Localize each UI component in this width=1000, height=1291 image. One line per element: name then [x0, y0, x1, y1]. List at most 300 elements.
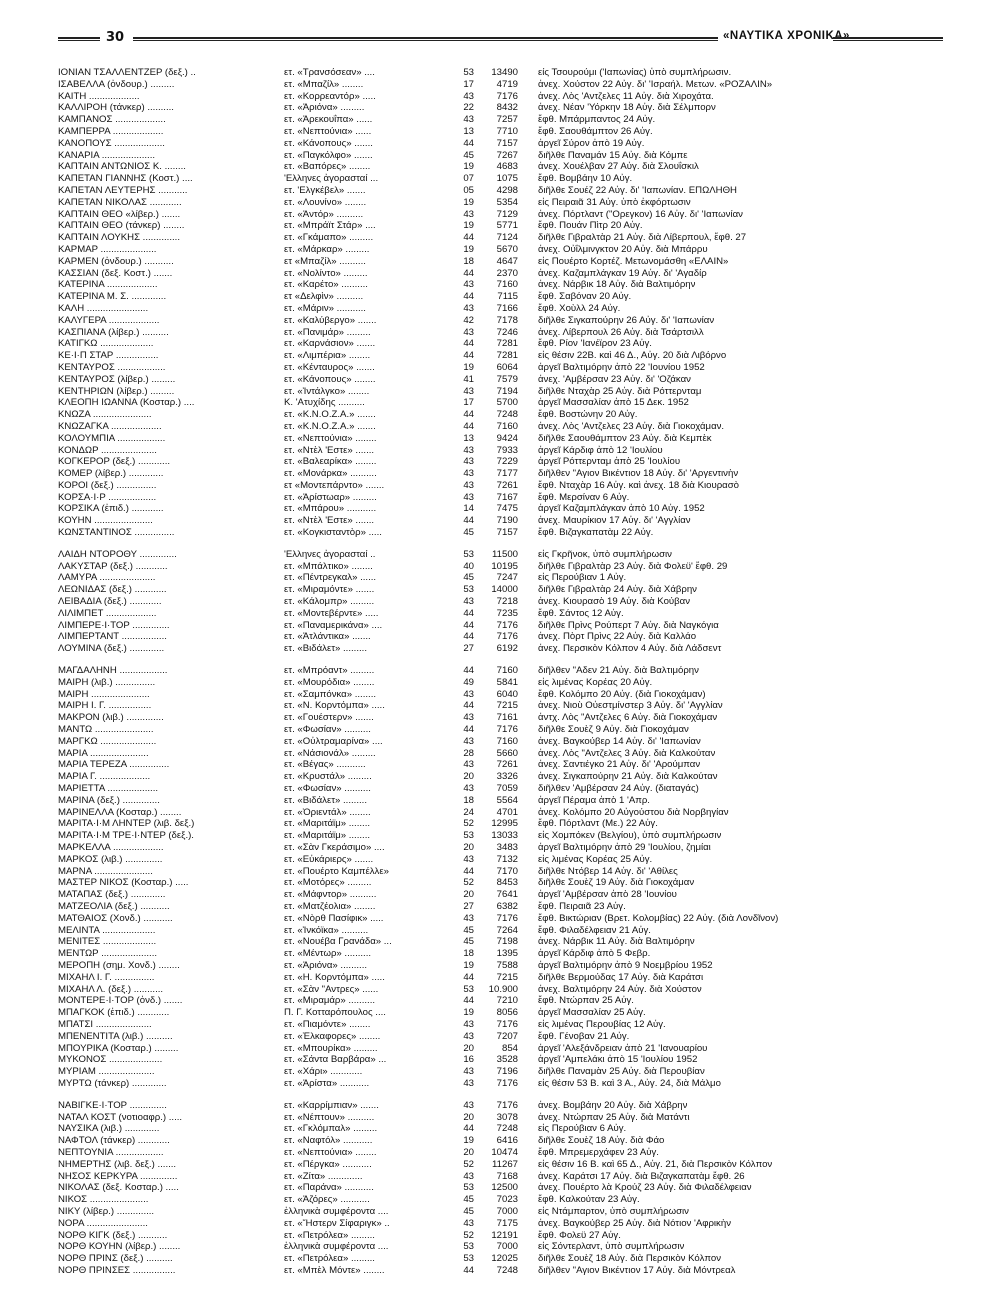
tonnage: 7710: [496, 125, 518, 137]
owner: 'Ελληνες ἀγορασταί ...: [284, 173, 379, 185]
tonnage: 7267: [496, 149, 518, 161]
tonnage: 7129: [496, 208, 518, 220]
table-row: [58, 807, 938, 819]
owner: ἑλληνικὰ συμφέροντα ....: [284, 1241, 389, 1253]
tonnage: 4683: [496, 161, 518, 173]
owner: ετ. «Οὐλτραμαρίνα» ....: [284, 735, 383, 747]
owner: ετ. «Βαλεαρίκα» ........: [284, 456, 377, 468]
owner: ετ. «Σὰν "Αντρες» ......: [284, 983, 379, 995]
position-status: ἀργεῖ Μασσαλίαν 25 Αὐγ.: [538, 1007, 646, 1019]
table-row: [58, 527, 938, 539]
position-status: διῆλθε Βερμούδας 17 Αὐγ. διὰ Καράτσι: [538, 971, 704, 983]
size-code: 53: [463, 1241, 474, 1253]
position-status: ἀνεχ. Χούστον 22 Αὐγ. δι' 'Ισραήλ. Μετων. «ΡΟΖΑΛΙΝ»: [538, 78, 773, 90]
position-status: ἀνεχ. Κιουρασὸ 19 Αὐγ. διὰ Κούβαν: [538, 596, 691, 608]
position-status: ἔφθ. Κολόμπο 20 Αὐγ. (διὰ Γιοκοχάμαν): [538, 688, 706, 700]
table-row: [58, 608, 938, 620]
ship-name: ΝΑΦΤΟΛ (τάνκερ) ............: [58, 1135, 170, 1147]
tonnage: 8056: [496, 1007, 518, 1019]
tonnage: 5700: [496, 397, 518, 409]
tonnage: 11500: [492, 548, 518, 560]
owner: ετ. «Πετρόλεα» .........: [284, 1253, 375, 1265]
section-gap: [58, 1090, 938, 1100]
table-row: [58, 1066, 938, 1078]
ship-name: ΜΑΡΙΑ ......................: [58, 747, 149, 759]
ship-name: ΚΑΠΤΑΙΝ ΛΟΥΚΗΣ ..............: [58, 232, 181, 244]
owner: ετ. «Γκλόμπαλ» .........: [284, 1123, 378, 1135]
owner: ετ. «Ἀντόρ» ..........: [284, 208, 364, 220]
ship-name: ΚΑΜΠΕΡΡΑ ...................: [58, 125, 164, 137]
ship-name: ΝΙΚΟΣ ......................: [58, 1194, 149, 1206]
ship-name: ΝΑΤΑΛ ΚΟΣΤ (νοτιοαφρ.) .....: [58, 1111, 183, 1123]
position-status: ἀργεῖ 'Αλεξάνδρειαν ἀπὸ 21 'Ιανουαρίου: [538, 1042, 708, 1054]
owner: ετ. «Ἰντάλγκο» ........: [284, 385, 370, 397]
owner: ετ. «Σὰν Γκεράσιμο» ....: [284, 842, 385, 853]
tonnage: 7248: [496, 409, 518, 421]
tonnage: 7248: [496, 1264, 518, 1276]
tonnage: 7160: [496, 420, 518, 432]
tonnage: 13033: [491, 830, 518, 842]
tonnage: 7248: [496, 1123, 518, 1135]
owner: ετ. «Πανιμάρ» .........: [284, 326, 371, 338]
table-row: [58, 1147, 938, 1159]
tonnage: 7175: [496, 1217, 518, 1229]
owner: ετ. «Λουνίνο» ........: [284, 196, 367, 208]
position-status: ἀνεχ. Λὸς "Αντζελες 3 Αὐγ. διὰ Καλκούταν: [538, 747, 716, 759]
table-row: [58, 677, 938, 689]
ship-name: ΚΕ·Ι·Π ΣΤΑΡ ................: [58, 350, 159, 362]
tonnage: 7167: [496, 491, 518, 503]
table-row: [58, 67, 938, 79]
size-code: 43: [463, 759, 474, 771]
size-code: 43: [463, 385, 474, 397]
table-row: [58, 771, 938, 783]
tonnage: 7261: [496, 759, 518, 771]
ship-name: ΚΟΜΕΡ (λίβερ.) .............: [58, 468, 164, 480]
size-code: 43: [463, 1170, 474, 1182]
position-status: διῆλθε Νταχὰρ 25 Αὐγ. διὰ Ρόττερνταμ: [538, 385, 702, 397]
ship-name: ΚΩΝΣΤΑΝΤΙΝΟΣ ...............: [58, 527, 175, 539]
table-row: [58, 901, 938, 913]
size-code: 44: [463, 232, 474, 244]
owner: ετ. «Ἰνκόϊκα» ..........: [284, 924, 369, 936]
owner: ετ. 'Ελγκέβελ» .......: [284, 184, 366, 196]
owner: ετ. «Η. Κορντόμπα» .....: [284, 971, 385, 983]
owner: ἑλληνικὰ συμφέροντα ....: [284, 1205, 389, 1217]
ship-name: ΜΑΣΤΕΡ ΝΙΚΟΣ (Κοσταρ.) .....: [58, 877, 189, 889]
ship-name: ΚΟΡΟΙ (δεξ.) ...............: [58, 479, 157, 491]
owner: ετ. «Ν. Κορντόμπα» .....: [284, 700, 385, 712]
position-status: ἔφθ. Πόρτλαντ (Με.) 22 Αὐγ.: [538, 818, 658, 830]
owner: ετ. «Κορρεαντόρ» .....: [284, 90, 376, 102]
size-code: 44: [463, 700, 474, 712]
position-status: ἔφθ. Σαβόναν 20 Αὐγ.: [538, 291, 632, 303]
owner: ετ. «Πουέρτο Καμπέλλε»: [284, 865, 389, 877]
size-code: 19: [463, 1007, 474, 1019]
page-number: 30: [106, 30, 125, 45]
tonnage: 13490: [491, 67, 518, 78]
tonnage: 7207: [496, 1030, 518, 1042]
position-status: ἀνεχ. Βαλτιμόρην 24 Αὐγ. διὰ Χούστον: [538, 983, 702, 995]
size-code: 44: [463, 1264, 474, 1276]
position-status: εἰς Πουέρτο Κορτέζ. Μετωνομάσθη «ΕΛΑΙΝ»: [538, 255, 729, 267]
size-code: 27: [463, 643, 474, 655]
tonnage: 7161: [496, 712, 518, 724]
table-row: [58, 1265, 938, 1277]
position-status: εἰς Ντάμπαρτον, ὑπὸ συμπλήρωσιν: [538, 1205, 689, 1217]
size-code: 40: [463, 560, 474, 572]
position-status: διῆλθε Σιγκαπούρην 26 Αὐγ. δι' 'Ιαπωνίαν: [538, 314, 715, 326]
owner: ετ. «Νὸρθ Πασίφικ» .....: [284, 912, 384, 924]
position-status: διῆλθε Παναμὰν 25 Αὐγ. διὰ Περουβίαν: [538, 1066, 705, 1078]
size-code: 43: [463, 444, 474, 456]
tonnage: 5660: [496, 747, 518, 759]
owner: ετ. «Κ.Ν.Ο.Ζ.Α.» .......: [284, 420, 376, 432]
owner: ετ. «Μαριτάϊμ» ........: [284, 830, 371, 842]
table-row: [58, 549, 938, 561]
position-status: ἀργεῖ Βαλτιμόρην ἀπὸ 9 Νοεμβρίου 1952: [538, 959, 713, 971]
position-status: διῆλθε Γιβραλτὰρ 21 Αὐγ. διὰ Λίβερπουλ, ἔφθ. 27: [538, 232, 747, 244]
table-row: [58, 515, 938, 527]
owner: ετ. «Φωσίαν» ..........: [284, 724, 371, 736]
ship-name: ΚΑΠΕΤΑΝ ΝΙΚΟΛΑΣ ............: [58, 196, 182, 208]
position-status: εἰς λιμένας Κορέας 20 Αὐγ.: [538, 676, 653, 688]
position-status: ἔφθ. Ντώρπαν 25 Αὐγ.: [538, 995, 634, 1007]
table-row: [58, 1031, 938, 1043]
page-header: [58, 30, 938, 50]
table-row: [58, 150, 938, 162]
tonnage: 7124: [496, 232, 518, 244]
ship-name: ΝΗΜΕΡΤΗΣ (λιβ. δεξ.) .......: [58, 1158, 177, 1170]
owner: ετ. «Μιραμόντε» .......: [284, 584, 375, 596]
size-code: 43: [463, 688, 474, 700]
table-row: [58, 114, 938, 126]
size-code: 44: [463, 865, 474, 877]
position-status: ἀνεχ. Σαντιέγκο 21 Αὐγ. δι' 'Αρούμπαν: [538, 759, 701, 771]
table-row: [58, 374, 938, 386]
tonnage: 7235: [496, 607, 518, 619]
table-row: [58, 818, 938, 830]
size-code: 45: [463, 936, 474, 948]
table-row: [58, 220, 938, 232]
ship-name: ΚΝΩΖΑ ......................: [58, 409, 152, 421]
table-row: [58, 386, 938, 398]
size-code: 45: [463, 1194, 474, 1206]
owner: ετ. «Ἥστερν Σίφαριγκ» ..: [284, 1217, 390, 1229]
ship-name: ΜΑΤΑΠΑΣ (δεξ.) .............: [58, 889, 166, 901]
table-row: [58, 397, 938, 409]
owner: ετ. «Καλύβεργο» .......: [284, 314, 377, 326]
size-code: 44: [463, 291, 474, 303]
position-status: ἔφθ. Βοστώνην 20 Αὐγ.: [538, 409, 638, 421]
table-row: [58, 960, 938, 972]
tonnage: 10195: [491, 560, 518, 572]
size-code: 44: [463, 971, 474, 983]
position-status: ἀνεχ. Νάρβικ 11 Αὐγ. διὰ Βαλτιμόρην: [538, 936, 695, 948]
table-row: [58, 350, 938, 362]
ship-name: ΚΑΠΤΑΙΝ ΘΕΟ «λίβερ.) .......: [58, 208, 181, 220]
table-row: [58, 596, 938, 608]
tonnage: 3483: [496, 842, 518, 853]
owner: ετ. «Πέργκα» ...........: [284, 1158, 372, 1170]
position-status: ἀνεχ. Λίβερπουλ 26 Αὐγ. διὰ Τσάρτσιλλ: [538, 326, 704, 338]
tonnage: 7215: [496, 971, 518, 983]
size-code: 53: [463, 67, 474, 78]
table-row: [58, 842, 938, 854]
owner: ετ. «Ζίτα» .............: [284, 1170, 363, 1182]
position-status: ἔφθ. Καλκούταν 23 Αὐγ.: [538, 1194, 640, 1206]
table-row: [58, 362, 938, 374]
size-code: 43: [463, 712, 474, 724]
table-row: [58, 936, 938, 948]
tonnage: 3528: [496, 1054, 518, 1066]
size-code: 44: [463, 724, 474, 736]
tonnage: 7196: [496, 1066, 518, 1078]
table-row: [58, 854, 938, 866]
position-status: ἀνεχ. 'Αμβέρσαν 23 Αὐγ. δι' 'Οζάκαν: [538, 373, 691, 385]
tonnage: 7210: [496, 995, 518, 1007]
size-code: 13: [463, 432, 474, 444]
position-status: εἰς Περούβιαν 1 Αὐγ.: [538, 572, 627, 584]
ship-name: ΝΟΡΘ ΚΟΥΗΝ (λίβερ.) ........: [58, 1241, 181, 1253]
size-code: 53: [463, 1253, 474, 1265]
position-status: ἀνεχ. Βαγκούβερ 14 Αὐγ. δι' 'Ιαπωνίαν: [538, 735, 701, 747]
table-row: [58, 291, 938, 303]
owner: ετ. «Νεπτούνια» ........: [284, 432, 377, 444]
owner: ετ. «Ἀτλάντικα» .......: [284, 631, 371, 643]
size-code: 43: [463, 1030, 474, 1042]
position-status: διῆλθεν 'Αμβέρσαν 24 Αὐγ. (διαταγάς): [538, 783, 699, 795]
size-code: 43: [463, 468, 474, 480]
tonnage: 12025: [491, 1253, 518, 1265]
position-status: ἀνεχ. Πόρτλαντ ("Ορεγκον) 16 Αὐγ. δι' 'Ιαπωνίαν: [538, 208, 743, 220]
ship-name: ΜΑΡΚΟΣ (λιβ.) ..............: [58, 853, 163, 865]
owner: ετ. «Ἀζόρες» ...........: [284, 1194, 370, 1206]
ship-name: ΜΑΡΙΤΑ·Ι·Μ ΛΗΝΤΕΡ (λιβ. δεξ.): [58, 818, 195, 830]
position-status: ἔφθ. Νταχὰρ 16 Αὐγ. καὶ ἀνεχ. 18 διὰ Κιουρασὸ: [538, 479, 739, 491]
table-row: [58, 665, 938, 677]
ship-name: ΚΑΠΕΤΑΝ ΓΙΑΝΝΗΣ (Κοστ.) ....: [58, 173, 193, 185]
tonnage: 6040: [496, 688, 518, 700]
owner: ετ. «Τρανσόσεαν» ....: [284, 67, 375, 78]
table-row: [58, 1194, 938, 1206]
table-row: [58, 268, 938, 280]
position-status: ἔφθ. Χοὺλλ 24 Αὐγ.: [538, 302, 621, 314]
tonnage: 1395: [496, 948, 518, 960]
ship-name: ΚΟΡΣΑ·Ι·Ρ ..................: [58, 491, 157, 503]
owner: ετ. «Ντὲλ 'Εστε» .......: [284, 515, 375, 527]
size-code: 20: [463, 889, 474, 901]
size-code: 16: [463, 1054, 474, 1066]
size-code: 43: [463, 491, 474, 503]
tonnage: 8432: [496, 102, 518, 114]
table-row: [58, 102, 938, 114]
size-code: 44: [463, 619, 474, 631]
ship-name: ΜΑΡΙΤΑ·Ι·Μ ΤΡΕ·Ι·ΝΤΕΡ (δεξ.).: [58, 830, 194, 842]
size-code: 52: [463, 1229, 474, 1241]
ship-name: ΜΑΡΚΕΛΛΑ ...................: [58, 842, 164, 853]
owner: ετ. «Μοντεβέρντε» .....: [284, 607, 379, 619]
table-row: [58, 409, 938, 421]
size-code: 43: [463, 596, 474, 608]
tonnage: 7198: [496, 936, 518, 948]
ship-name: ΜΑΡΙΕΤΤΑ ...................: [58, 783, 159, 795]
tonnage: 7579: [496, 373, 518, 385]
tonnage: 7178: [496, 314, 518, 326]
position-status: ἀργεῖ Καζαμπλάγκαν ἀπὸ 10 Αὐγ. 1952: [538, 503, 705, 515]
position-status: διῆλθε Γιβραλτὰρ 24 Αὐγ. διὰ Χάβρην: [538, 584, 697, 596]
owner: ετ. «Μέντωρ» ..........: [284, 948, 372, 960]
table-row: [58, 445, 938, 457]
position-status: εἰς θέσιν 53 Β. καὶ 3 Α., Αὐγ. 24, διὰ Μάλμο: [538, 1077, 721, 1089]
size-code: 53: [463, 830, 474, 842]
owner: ετ. «Μουρόδια» ........: [284, 676, 375, 688]
size-code: 44: [463, 607, 474, 619]
size-code: 44: [463, 137, 474, 149]
size-code: 52: [463, 877, 474, 889]
size-code: 45: [463, 1205, 474, 1217]
owner: Π. Γ. Κοτταρόπουλος ....: [284, 1007, 386, 1019]
owner: ετ. «Πετρόλεα» .........: [284, 1229, 375, 1241]
owner: ετ. «Κρυστάλ» .........: [284, 771, 372, 783]
table-row: [58, 795, 938, 807]
position-status: ἀνεχ. Νέαν 'Υόρκην 18 Αὐγ. διὰ Σέλμπορν: [538, 102, 716, 114]
ship-name: ΜΠΑΤΣΙ .....................: [58, 1018, 152, 1030]
size-code: 19: [463, 196, 474, 208]
table-row: [58, 209, 938, 221]
size-code: 44: [463, 1123, 474, 1135]
tonnage: 7000: [496, 1241, 518, 1253]
position-status: ἀργεῖ Κάρδιφ ἀπὸ 5 Φεβρ.: [538, 948, 651, 960]
table-row: [58, 503, 938, 515]
owner: ετ. «Μονάρκα» ..........: [284, 468, 377, 480]
tonnage: 7247: [496, 572, 518, 584]
position-status: ἀνεχ. Κολόμπο 20 Αὐγούστου διὰ Νορβηγίαν: [538, 806, 729, 818]
table-row: [58, 256, 938, 268]
tonnage: 7157: [496, 137, 518, 149]
tonnage: 10.900: [488, 983, 518, 995]
owner: ετ. «Παράνα» ...........: [284, 1182, 374, 1194]
owner: ετ. «Μάριν» ...........: [284, 302, 366, 314]
tonnage: 4298: [496, 184, 518, 196]
owner: ετ. «Βιδάλετ» .........: [284, 643, 368, 655]
tonnage: 7160: [496, 279, 518, 291]
table-row: [58, 995, 938, 1007]
size-code: 43: [463, 279, 474, 291]
ship-name: ΜΕΝΙΤΕΣ ....................: [58, 936, 157, 948]
tonnage: 7176: [496, 1077, 518, 1089]
size-code: 43: [463, 1077, 474, 1089]
tonnage: 9424: [496, 432, 518, 444]
ship-name: ΜΥΚΟΝΟΣ ....................: [58, 1054, 163, 1066]
tonnage: 7190: [496, 515, 518, 527]
ship-name: ΜΕΝΤΩΡ .....................: [58, 948, 158, 960]
ship-name: ΜΥΡΙΑΜ .....................: [58, 1066, 155, 1078]
size-code: 43: [463, 912, 474, 924]
table-row: [58, 830, 938, 842]
owner: ετ. «Βαπόρες» ........: [284, 161, 371, 173]
position-status: εἰς θέσιν 22Β. καὶ 46 Δ., Αὐγ. 20 διὰ Λιβόρνο: [538, 350, 727, 362]
owner: ετ. «Καρρίμπιαν» .......: [284, 1099, 379, 1111]
size-code: 19: [463, 361, 474, 373]
table-row: [58, 338, 938, 350]
size-code: 14: [463, 503, 474, 515]
table-row: [58, 889, 938, 901]
owner: 'Ελληνες ἀγορασταί ..: [284, 548, 376, 560]
size-code: 43: [463, 1066, 474, 1078]
owner: ετ. «Καρνάσιον» .......: [284, 338, 376, 350]
ship-name: ΜΑΓΔΑΛΗΝΗ ..................: [58, 665, 168, 677]
owner: ετ. «Μοτόρες» .........: [284, 877, 372, 889]
section-gap: [58, 655, 938, 665]
owner: ετ. «Νολίντο» .........: [284, 267, 368, 279]
position-status: ἀνεχ. Χουέλβαν 27 Αὐγ. διὰ Σλουΐσκιλ: [538, 161, 699, 173]
position-status: διῆλθεν "Αγιον Βικέντιον 18 Αὐγ. δι' 'Αργεντινὴν: [538, 468, 739, 480]
position-status: ἔφθ. Μερσίναν 6 Αὐγ.: [538, 491, 630, 503]
position-status: διῆλθε Παναμάν 15 Αὐγ. διὰ Κόμπε: [538, 149, 688, 161]
ship-name: ΜΙΧΑΗΛ Ι. Γ. ...............: [58, 971, 155, 983]
owner: ετ. «Νάσιονάλ» .........: [284, 747, 376, 759]
tonnage: 12500: [491, 1182, 518, 1194]
size-code: 19: [463, 1135, 474, 1147]
ship-name: ΛΕΩΝΙΔΑΣ (δεξ.) ............: [58, 584, 167, 596]
size-code: 19: [463, 220, 474, 232]
ship-name: ΚΑΡΜΕΝ (ὀνδουρ.) ...........: [58, 255, 174, 267]
owner: ετ. «Βέγας» ...........: [284, 759, 366, 771]
ship-name: ΚΑΡΜΑΡ .....................: [58, 243, 157, 255]
owner: ετ. «Γκάμαπο» .........: [284, 232, 374, 244]
size-code: 42: [463, 314, 474, 326]
position-status: ἀνεχ. Νάρβικ 18 Αὐγ. διὰ Βαλτιμόρην: [538, 279, 696, 291]
position-status: ἔφθ. Σαουθάμπτον 26 Αὐγ.: [538, 125, 653, 137]
ship-name: ΛΙΛΙΜΠΕΤ ...................: [58, 607, 157, 619]
owner: ετ «Μπαζίλ» ..........: [284, 255, 366, 267]
size-code: 41: [463, 373, 474, 385]
table-row: [58, 185, 938, 197]
ship-movements-list: [58, 67, 938, 1277]
tonnage: 7641: [496, 889, 518, 901]
ship-name: ΚΟΥΗΝ ......................: [58, 515, 153, 527]
position-status: ἔφθ. Μπρεμερχάφεν 23 Αὐγ.: [538, 1146, 659, 1158]
ship-name: ΚΑΠΤΑΙΝ ΑΝΤΩΝΙΟΣ Κ. ........: [58, 161, 186, 173]
owner: ετ. «Κάλομπρ» .........: [284, 596, 375, 608]
tonnage: 4647: [496, 255, 518, 267]
size-code: 44: [463, 665, 474, 677]
owner: ετ. «Γουέστερν» .......: [284, 712, 374, 724]
ship-name: ΝΗΣΟΣ ΚΕΡΚΥΡΑ ..............: [58, 1170, 178, 1182]
position-status: ἀργεῖ 'Αμβέρσαν ἀπὸ 28 'Ιουνίου: [538, 889, 677, 901]
size-code: 13: [463, 125, 474, 137]
table-row: [58, 620, 938, 632]
tonnage: 7194: [496, 385, 518, 397]
size-code: 44: [463, 515, 474, 527]
size-code: 22: [463, 102, 474, 114]
tonnage: 7176: [496, 1018, 518, 1030]
size-code: 53: [463, 1182, 474, 1194]
ship-name: ΛΟΥΜΙΝΑ (δεξ.) .............: [58, 643, 165, 655]
table-row: [58, 724, 938, 736]
tonnage: 10474: [491, 1146, 518, 1158]
position-status: ἔφθ. Γένοβαν 21 Αὐγ.: [538, 1030, 630, 1042]
owner: ετ. «Πιαμόντε» ........: [284, 1018, 371, 1030]
tonnage: 5564: [496, 794, 518, 806]
position-status: ἀργεῖ Βαλτιμόρην ἀπὸ 22 'Ιουνίου 1952: [538, 361, 705, 373]
table-row: [58, 877, 938, 889]
owner: ετ. «Ἀρίστωαρ» .........: [284, 491, 377, 503]
position-status: εἰς Σόντερλαντ, ὑπὸ συμπλήρωσιν: [538, 1241, 685, 1253]
table-row: [58, 712, 938, 724]
ship-name: ΝΟΡΑ .......................: [58, 1217, 148, 1229]
